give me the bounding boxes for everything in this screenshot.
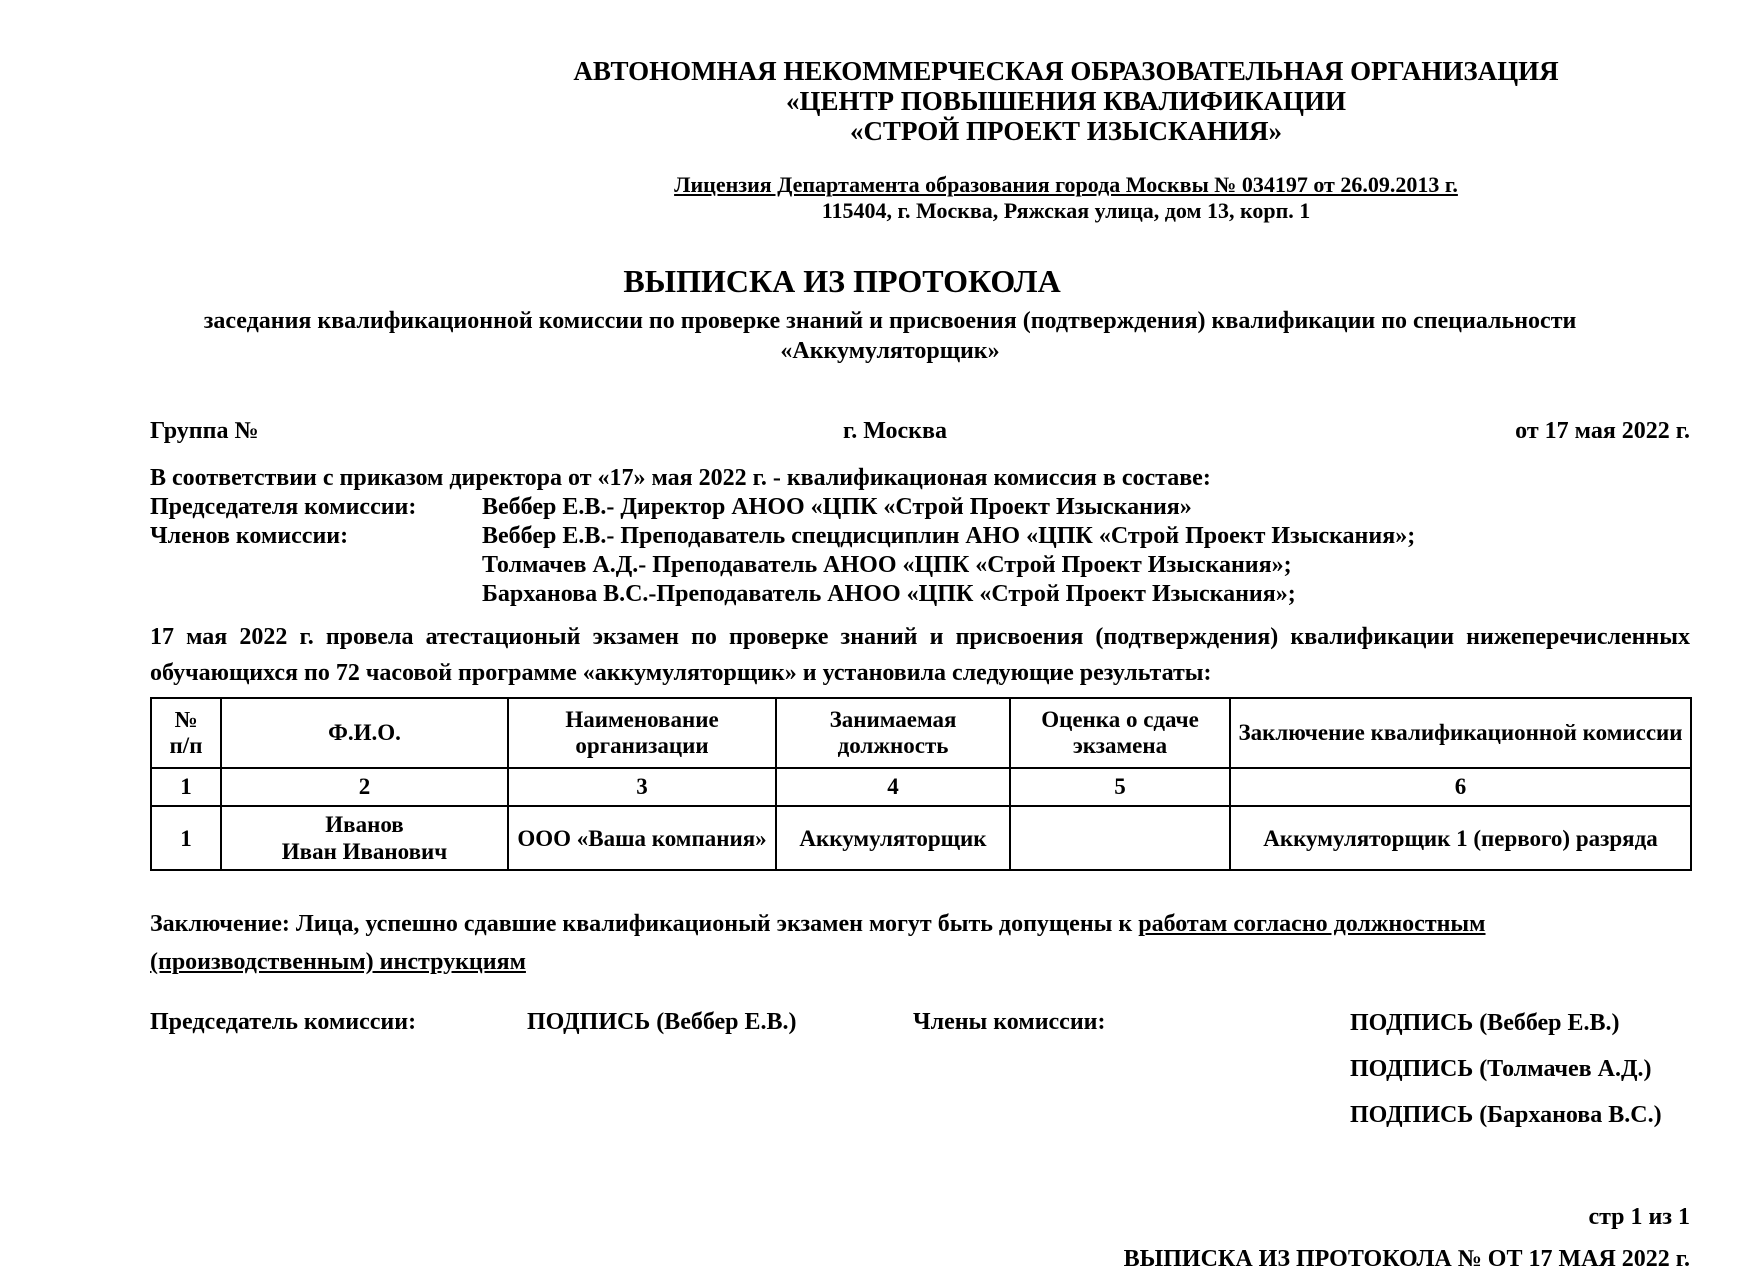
cell-fio — [221, 806, 508, 870]
cell-position: Аккумуляторщик — [776, 806, 1010, 870]
table-header-text: Занимаемая — [829, 707, 957, 732]
committee-row — [150, 580, 1690, 609]
column-number-cell: 3 — [508, 768, 776, 806]
cell-row-number: 1 — [151, 806, 221, 870]
committee-label: Председателя комиссии: — [150, 494, 417, 520]
table-header-position — [776, 698, 1010, 768]
signature-members-list — [1350, 1009, 1662, 1147]
footer-doc-title: ВЫПИСКА ИЗ ПРОТОКОЛА № ОТ 17 МАЯ 2022 г. — [1123, 1246, 1690, 1272]
conclusion-underlined: работам согласно должностным — [1138, 911, 1486, 937]
column-number-cell: 4 — [776, 768, 1010, 806]
exam-paragraph — [150, 619, 1690, 691]
column-number-row — [151, 768, 1691, 806]
committee-row — [150, 522, 1690, 551]
signature-member-line: ПОДПИСЬ (Барханова В.С.) — [1350, 1102, 1662, 1128]
subtitle-line: заседания квалификационной комиссии по проверке знаний и присвоения (подтверждения) квалификации по специальности — [203, 308, 1577, 334]
intro-paragraph: В соответствии с приказом директора от «17» мая 2022 г. - квалификационая комиссия в составе: — [150, 465, 1211, 491]
document-title: ВЫПИСКА ИЗ ПРОТОКОЛА — [623, 263, 1061, 299]
table-header-fio: Ф.И.О. — [221, 698, 508, 768]
committee-value: Барханова В.С.-Преподаватель АНОО «ЦПК «Строй Проект Изыскания»; — [482, 581, 1296, 607]
committee-value: Толмачев А.Д.- Преподаватель АНОО «ЦПК «Строй Проект Изыскания»; — [482, 552, 1292, 578]
document-subtitle — [150, 306, 1630, 366]
org-name-line-1: АВТОНОМНАЯ НЕКОММЕРЧЕСКАЯ ОБРАЗОВАТЕЛЬНАЯ ОРГАНИЗАЦИЯ — [573, 56, 1559, 86]
table-header-text: должность — [837, 733, 949, 758]
committee-list — [150, 493, 1690, 609]
fio-line: Иван Иванович — [281, 839, 448, 864]
exam-paragraph-line-2: обучающихся по 72 часовой программе «аккумуляторщик» и установила следующие результаты: — [150, 660, 1212, 686]
fio-line: Иванов — [325, 812, 404, 837]
table-header-text: экзамена — [1072, 733, 1168, 758]
table-header-num — [151, 698, 221, 768]
org-name-line-3: «СТРОЙ ПРОЕКТ ИЗЫСКАНИЯ» — [849, 116, 1283, 146]
city-label: г. Москва — [843, 418, 947, 444]
table-header-grade — [1010, 698, 1230, 768]
table-header-text: организации — [575, 733, 709, 758]
group-label: Группа № — [150, 418, 259, 444]
cell-grade — [1010, 806, 1230, 870]
specialty: «Аккумуляторщик» — [780, 338, 1000, 364]
committee-row — [150, 551, 1690, 580]
cell-organization: ООО «Ваша компания» — [508, 806, 776, 870]
committee-label: Членов комиссии: — [150, 523, 349, 549]
committee-row — [150, 493, 1690, 522]
committee-value: Веббер Е.В.- Директор АНОО «ЦПК «Строй Проект Изыскания» — [482, 494, 1192, 520]
signature-members-label: Члены комиссии: — [913, 1009, 1106, 1035]
signature-member-line: ПОДПИСЬ (Веббер Е.В.) — [1350, 1010, 1620, 1036]
results-table — [150, 697, 1692, 871]
document-content — [150, 0, 1690, 1273]
table-row — [151, 806, 1691, 870]
page-number: стр 1 из 1 — [1588, 1204, 1690, 1230]
license-line: Лицензия Департамента образования города Москвы № 034197 от 26.09.2013 г. — [674, 172, 1458, 197]
group-line — [150, 418, 1690, 448]
table-header-conclusion: Заключение квалификационной комиссии — [1230, 698, 1691, 768]
signature-chair-label: Председатель комиссии: — [150, 1009, 417, 1035]
table-header-org — [508, 698, 776, 768]
committee-label — [150, 580, 482, 609]
license-block — [442, 172, 1690, 224]
cell-conclusion: Аккумуляторщик 1 (первого) разряда — [1230, 806, 1691, 870]
table-header-text: п/п — [169, 733, 203, 758]
table-header-text: Наименование — [565, 707, 719, 732]
column-number-cell: 2 — [221, 768, 508, 806]
org-name-line-2: «ЦЕНТР ПОВЫШЕНИЯ КВАЛИФИКАЦИИ — [786, 86, 1346, 116]
table-header-text: № — [174, 707, 198, 732]
committee-label — [150, 551, 482, 580]
column-number-cell: 5 — [1010, 768, 1230, 806]
conclusion-paragraph — [150, 905, 1690, 981]
date-label: от 17 мая 2022 г. — [1515, 418, 1690, 444]
table-header-text: Оценка о сдаче — [1041, 707, 1199, 732]
signature-chair-value: ПОДПИСЬ (Веббер Е.В.) — [527, 1009, 797, 1035]
address-line: 115404, г. Москва, Ряжская улица, дом 13, корп. 1 — [821, 198, 1311, 223]
conclusion-underlined: (производственным) инструкциям — [150, 949, 526, 975]
column-number-cell: 6 — [1230, 768, 1691, 806]
exam-paragraph-line-1: 17 мая 2022 г. провела атестационый экзамен по проверке знаний и присвоения (подтверждения) квалификации нижеперечисленных — [150, 624, 1690, 650]
org-header — [442, 0, 1690, 146]
conclusion-prefix: Заключение: Лица, успешно сдавшие квалификационый экзамен могут быть допущены к — [150, 911, 1139, 937]
table-header-row — [151, 698, 1691, 768]
column-number-cell: 1 — [151, 768, 221, 806]
committee-value: Веббер Е.В.- Преподаватель спецдисциплин АНО «ЦПК «Строй Проект Изыскания»; — [482, 523, 1416, 549]
signatures-section — [150, 1009, 1690, 1159]
signature-member-line: ПОДПИСЬ (Толмачев А.Д.) — [1350, 1056, 1652, 1082]
